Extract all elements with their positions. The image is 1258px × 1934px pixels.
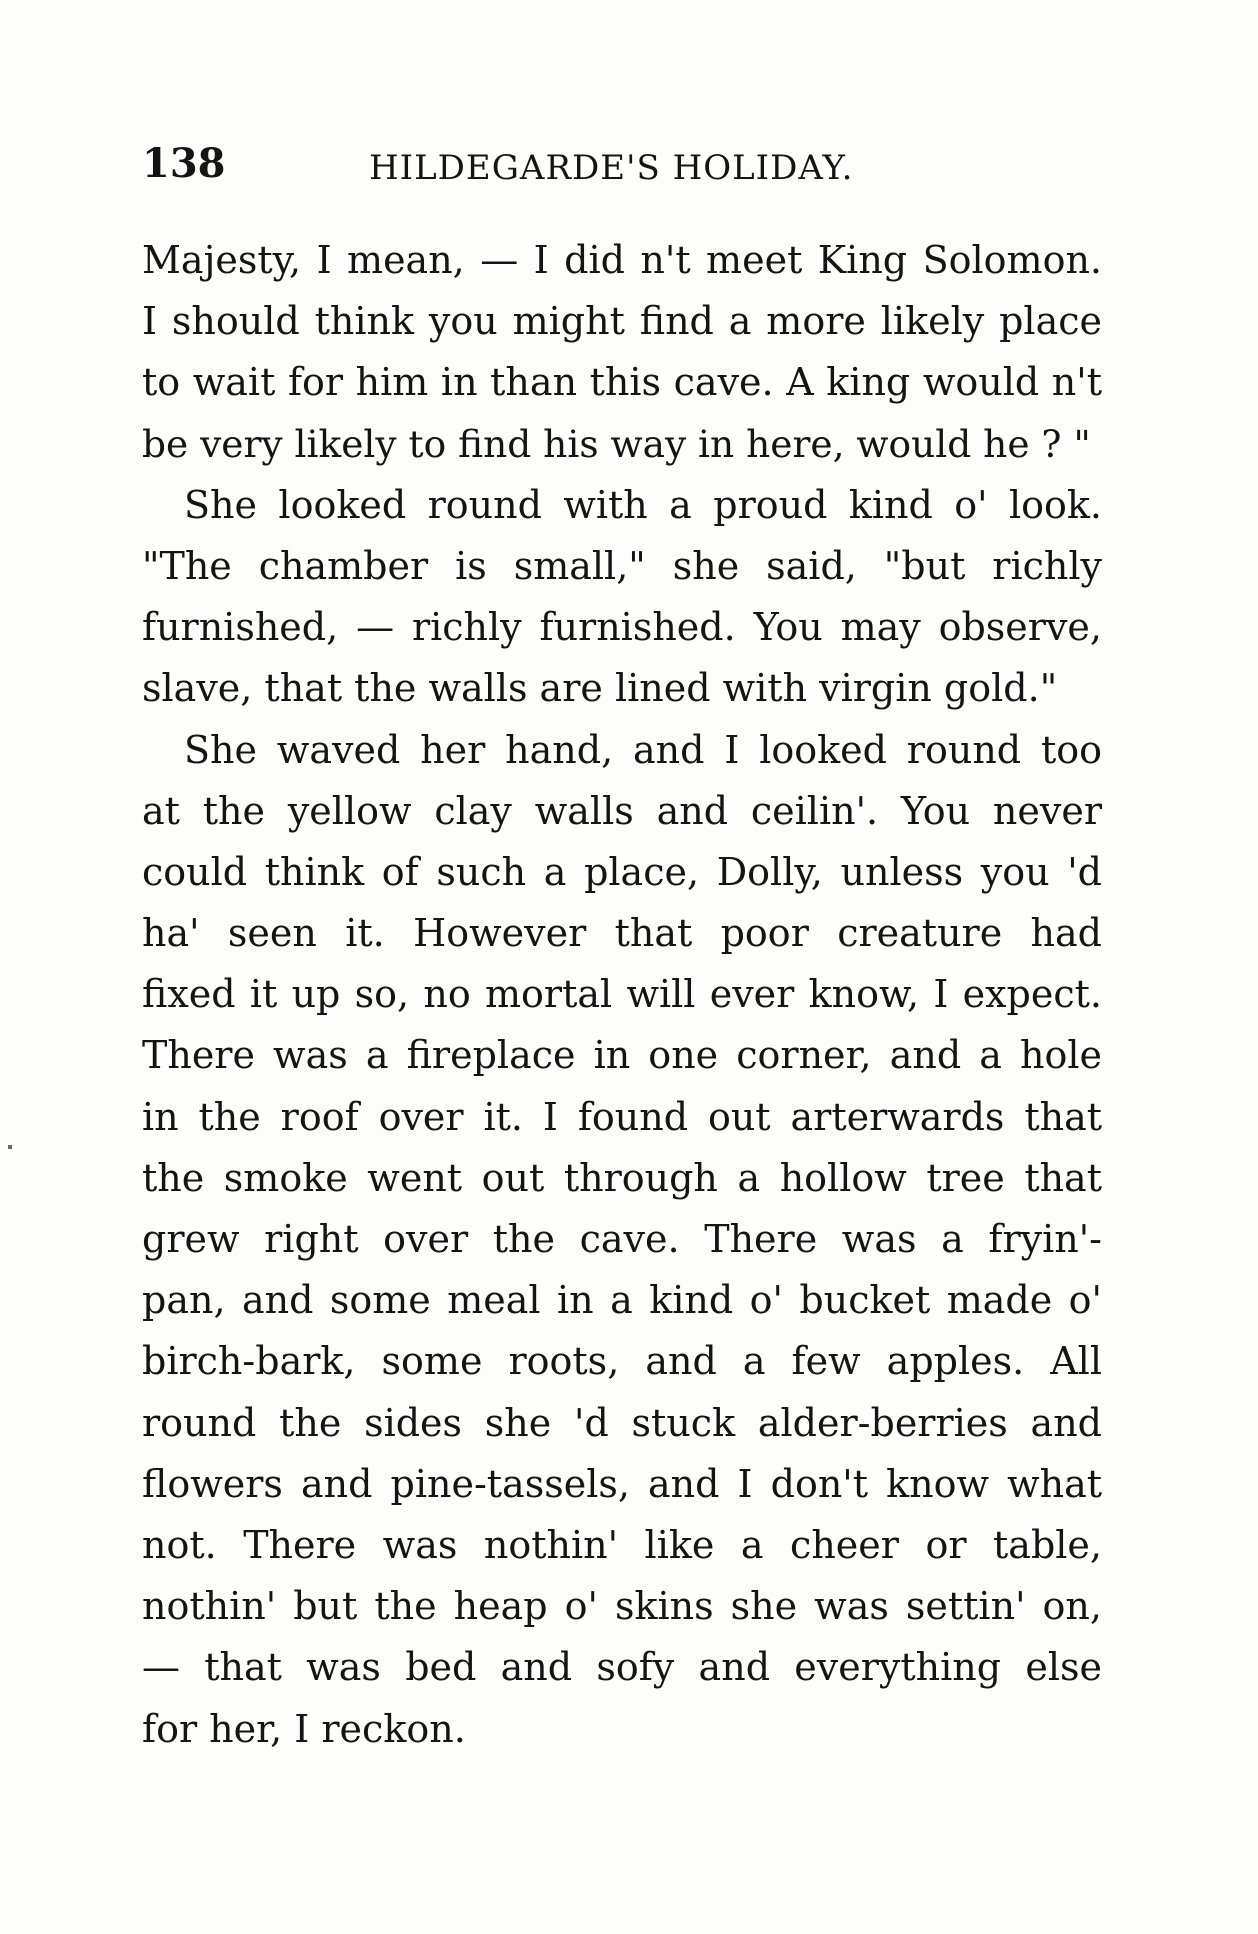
text-line: slave, that the walls are lined with virgin gold." [142, 666, 1058, 711]
text-line: ha' seen it. However that poor creature had [142, 911, 1102, 956]
text-line: Majesty, I mean, — I did n't meet King Solomon. [142, 238, 1102, 282]
text-line: fixed it up so, no mortal will ever know, I expect. [142, 972, 1102, 1017]
page-header [142, 140, 1102, 200]
text-line: birch-bark, some roots, and a few apples. All [142, 1339, 1102, 1384]
text-line: for her, I reckon. [142, 1706, 466, 1751]
text-line: to wait for him in than this cave. A king would n't [142, 360, 1102, 405]
scan-speck [8, 1145, 12, 1149]
body-text [142, 230, 1102, 1760]
text-line: nothin' but the heap o' skins she was settin' on, [142, 1584, 1102, 1629]
text-line: furnished, — richly furnished. You may observe, [142, 605, 1102, 650]
text-line: at the yellow clay walls and ceilin'. You never [142, 788, 1102, 833]
text-line: in the roof over it. I found out arterwards that [142, 1094, 1102, 1139]
text-line: — that was bed and sofy and everything else [142, 1645, 1102, 1690]
text-line: "The chamber is small," she said, "but richly [142, 543, 1102, 588]
page-number: 138 [142, 140, 226, 187]
text-line: She looked round with a proud kind o' look. [184, 482, 1102, 527]
text-line: She waved her hand, and I looked round too [184, 727, 1102, 772]
text-line: could think of such a place, Dolly, unless you 'd [142, 849, 1102, 894]
text-line: flowers and pine-tassels, and I don't know what [142, 1461, 1102, 1506]
text-line: not. There was nothin' like a cheer or table, [142, 1522, 1102, 1567]
text-line: pan, and some meal in a kind o' bucket made o' [142, 1278, 1102, 1323]
text-line: the smoke went out through a hollow tree that [142, 1155, 1102, 1200]
text-line: round the sides she 'd stuck alder-berries and [142, 1400, 1102, 1445]
text-line: There was a fireplace in one corner, and a hole [142, 1033, 1102, 1078]
text-line: be very likely to find his way in here, would he ? " [142, 421, 1091, 466]
text-line: I should think you might find a more likely place [142, 299, 1102, 344]
text-line: grew right over the cave. There was a fryin'- [142, 1217, 1102, 1261]
running-title: HILDEGARDE'S HOLIDAY. [369, 148, 854, 188]
